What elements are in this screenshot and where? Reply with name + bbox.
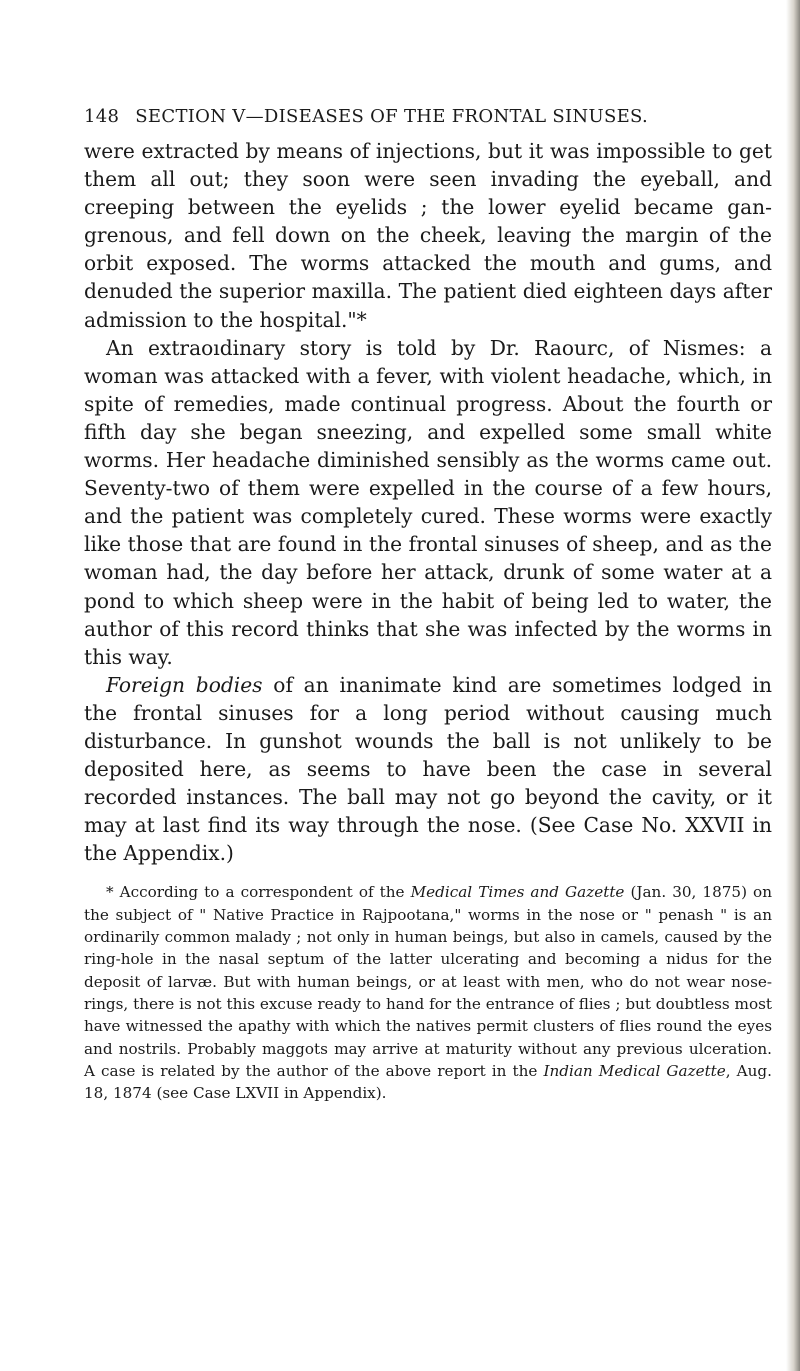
foreign-bodies-heading: Foreign bodies — [106, 672, 263, 697]
journal-indian-medical-gazette: Indian Medical Gazette — [543, 1061, 726, 1080]
page-number: 148 — [84, 106, 120, 127]
body-text — [84, 137, 772, 867]
section-title: SECTION V—DISEASES OF THE FRONTAL SINUSES. — [135, 106, 649, 127]
paragraph-nismes-story: An extraoıdinary story is told by Dr. Raourc, of Nismes: a woman was attacked with a fever, with violent headache, which, in spite of remedies, made continual progress. About the fourth or fifth day she began sneezing, and expelled some small white worms. Her headache diminished sensibly as the worms came out. Seventy-two of them were expelled in the course of a few hours, and the patient was completely cured. These worms were exactly like those that are found in the frontal sinuses of sheep, and as the woman had, the day before her attack, drunk of some water at a pond to which sheep were in the habit of being led to water, the author of this record thinks that she was infected by the worms in this way. — [84, 335, 772, 669]
journal-medical-times: Medical Times and Gazette — [410, 883, 625, 902]
running-head — [84, 106, 772, 127]
paragraph-continuation: were extracted by means of injections, but it was impossible to get them all out; they soon were seen invading the eyeball, and creeping between the eyelids ; the lower eyelid became gangrenous, and fell down on the cheek, leaving the margin of the orbit exposed. The worms attacked the mouth and gums, and denuded the superior maxilla. The patient died eighteen days after admission to the hospital."* — [84, 139, 772, 332]
page-edge-shadow — [786, 0, 800, 1371]
paragraph-foreign-bodies — [84, 671, 772, 868]
foreign-bodies-text: of an inanimate kind are sometimes lodged in the frontal sinuses for a long period without causing much disturbance. In gunshot wounds the ball is not unlikely to be deposited here, as seems to have been the case in several recorded instances. The ball may not go beyond the cavity, or it may at last find its way through the nose. (See Case No. XXVII in the Appendix.) — [84, 672, 772, 866]
footnote-text: * According to a correspondent of the Medical Times and Gazette (Jan. 30, 1875) on the subject of " Native Practice in Rajpootana," worms in the nose or " penash " is an ordinarily common malady ; not only in human beings, but also in camels, caused by the ring-hole in the nasal septum of the latter ulcerating and becoming a nidus for the deposit of larvæ. But with human beings, or at least with men, who do not wear nose-rings, there is not this excuse ready to hand for the entrance of flies ; but doubtless most have witnessed the apathy with which the natives permit clusters of flies round the eyes and nostrils. Probably maggots may arrive at maturity without any previous ulceration. A case is related by the author of the above report in the Indian Medical Gazette, Aug. 18, 1874 (see Case LXVII in Appendix). — [84, 883, 772, 1103]
book-page — [84, 106, 772, 1104]
footnote — [84, 881, 772, 1104]
